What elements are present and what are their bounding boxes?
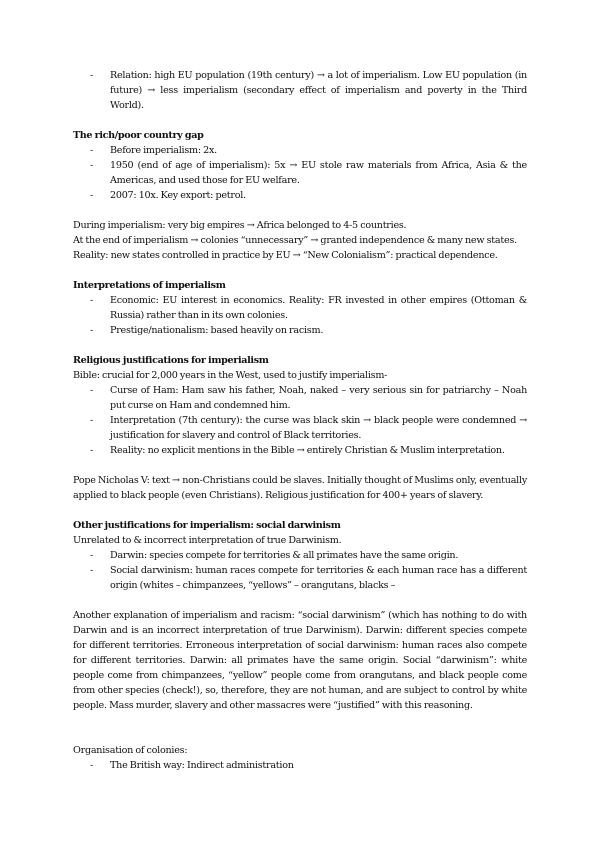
list-item-text: Prestige/nationalism: based heavily on racism. bbox=[110, 325, 324, 336]
bullet-dash: - bbox=[90, 190, 93, 201]
bullet-dash: - bbox=[90, 760, 93, 771]
list-item bbox=[73, 323, 527, 338]
list-item-text: Before imperialism: 2x. bbox=[110, 145, 217, 156]
bullet-dash: - bbox=[90, 565, 93, 576]
section-heading-gap: The rich/poor country gap bbox=[73, 130, 204, 141]
bullet-dash: - bbox=[90, 325, 93, 336]
bullet-dash: - bbox=[90, 70, 93, 81]
list-item bbox=[73, 68, 527, 113]
list-item bbox=[73, 563, 527, 593]
bullet-dash: - bbox=[90, 550, 93, 561]
bullet-dash: - bbox=[90, 415, 93, 426]
paragraph-line: Unrelated to & incorrect interpretation of true Darwinism. bbox=[73, 535, 342, 546]
list-item-text: Darwin: species compete for territories & all primates have the same origin. bbox=[110, 550, 459, 561]
bullet-dash: - bbox=[90, 145, 93, 156]
explanation-paragraph: Another explanation of imperialism and racism: “social darwinism” (which has nothing to do with Darwin and is an incorrect interpretation of true Darwinism). Darwin: different species compete for different territories. Erroneous interpretation of social darwinism: human races also compete for different territories. Darwin: all primates have the same origin. Social “darwinism”: white people come from chimpanzees, “yellow” people come from orangutans, and black people come from other species (check!), so, therefore, they are not human, and are subject to control by white people. Mass murder, slavery and other massacres were “justified” with this reasoning. bbox=[73, 610, 527, 711]
list-item bbox=[73, 143, 527, 158]
list-item bbox=[73, 293, 527, 323]
paragraph-line: Bible: crucial for 2,000 years in the West, used to justify imperialism- bbox=[73, 370, 388, 381]
bullet-dash: - bbox=[90, 445, 93, 456]
list-item-text: 2007: 10x. Key export: petrol. bbox=[110, 190, 246, 201]
list-item-text: Economic: EU interest in economics. Reality: FR invested in other empires (Ottoman & Russia) rather than in its own colonies. bbox=[110, 295, 527, 321]
list-item-text: Interpretation (7th century): the curse was black skin → black people were condemned → justification for slavery and control of Black territories. bbox=[110, 415, 527, 441]
list-item bbox=[73, 413, 527, 443]
document-page bbox=[73, 68, 527, 773]
list-item-text: 1950 (end of age of imperialism): 5x → EU stole raw materials from Africa, Asia & the Americas, and used those for EU welfare. bbox=[110, 160, 527, 186]
section-heading-social-darwinism: Other justifications for imperialism: social darwinism bbox=[73, 520, 341, 531]
relation-text: Relation: high EU population (19th century) → a lot of imperialism. Low EU population (in future) → less imperialism (secondary effect of imperialism and poverty in the Third World). bbox=[110, 70, 527, 111]
bullet-dash: - bbox=[90, 385, 93, 396]
bullet-dash: - bbox=[90, 295, 93, 306]
paragraph-line: During imperialism: very big empires → Africa belonged to 4-5 countries. bbox=[73, 220, 407, 231]
list-item bbox=[73, 758, 527, 773]
list-item bbox=[73, 188, 527, 203]
paragraph-line: At the end of imperialism → colonies “unnecessary” → granted independence & many new states. bbox=[73, 235, 517, 246]
list-item bbox=[73, 158, 527, 188]
section-heading-interpretations: Interpretations of imperialism bbox=[73, 280, 226, 291]
list-item-text: Curse of Ham: Ham saw his father, Noah, naked – very serious sin for patriarchy – Noah put curse on Ham and condemned him. bbox=[110, 385, 527, 411]
list-item-text: Social darwinism: human races compete for territories & each human race has a different origin (whites – chimpanzees, “yellows” – orangutans, blacks – bbox=[110, 565, 527, 591]
paragraph-line: Organisation of colonies: bbox=[73, 745, 188, 756]
list-item bbox=[73, 548, 527, 563]
list-item bbox=[73, 383, 527, 413]
list-item-text: The British way: Indirect administration bbox=[110, 760, 294, 771]
pope-paragraph: Pope Nicholas V: text → non-Christians could be slaves. Initially thought of Muslims only, eventually applied to black people (even Christians). Religious justification for 400+ years of slavery. bbox=[73, 475, 527, 501]
bullet-dash: - bbox=[90, 160, 93, 171]
list-item bbox=[73, 443, 527, 458]
list-item-text: Reality: no explicit mentions in the Bible → entirely Christian & Muslim interpretation. bbox=[110, 445, 505, 456]
section-heading-religious: Religious justifications for imperialism bbox=[73, 355, 269, 366]
paragraph-line: Reality: new states controlled in practice by EU → “New Colonialism”: practical dependence. bbox=[73, 250, 498, 261]
